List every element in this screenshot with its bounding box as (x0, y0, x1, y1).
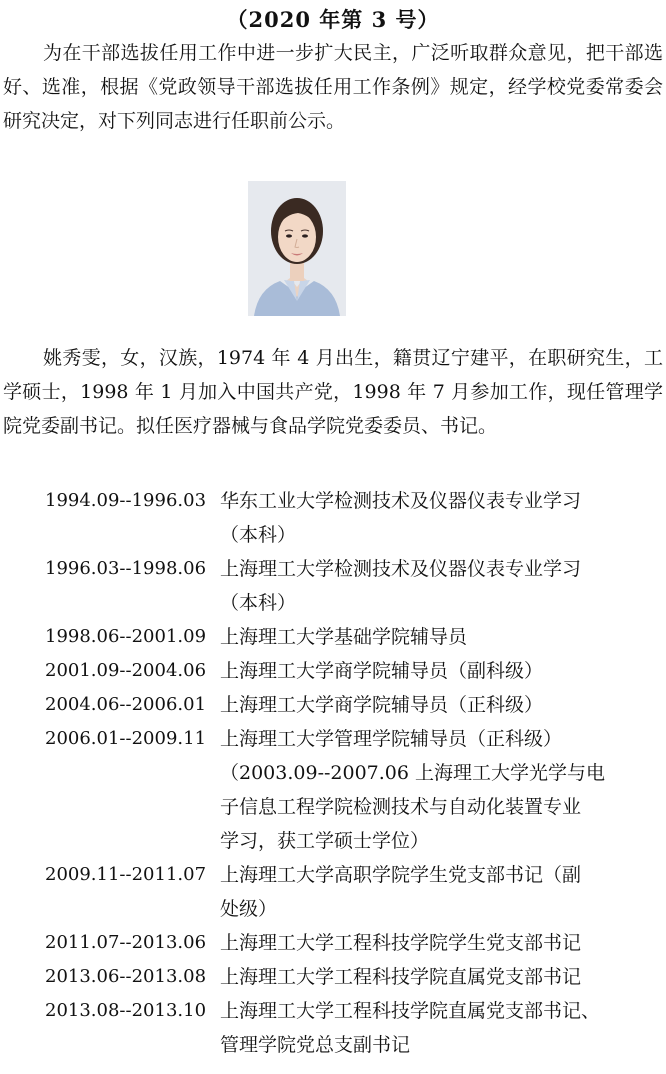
timeline-line: 上海理工大学基础学院辅导员 (220, 626, 468, 648)
timeline-description (220, 620, 662, 654)
timeline-row (0, 620, 666, 654)
timeline-row (0, 722, 666, 858)
timeline-row (0, 654, 666, 688)
timeline-description (220, 688, 662, 722)
timeline-description (220, 552, 662, 620)
timeline-row (0, 858, 666, 926)
intro-paragraph: 为在干部选拔任用工作中进一步扩大民主，广泛听取群众意见，把干部选好、选准，根据《党政领导干部选拔任用工作条例》规定，经学校党委常委会研究决定，对下列同志进行任职前公示。 (3, 42, 663, 132)
timeline-row (0, 994, 666, 1062)
timeline-line: 学习，获工学硕士学位） (220, 830, 430, 852)
timeline-description (220, 858, 662, 926)
timeline-row (0, 688, 666, 722)
portrait-photo (248, 181, 346, 316)
timeline-line: 上海理工大学检测技术及仪器仪表专业学习 (220, 558, 582, 580)
timeline-description (220, 722, 662, 858)
timeline-row (0, 926, 666, 960)
timeline-period: 2006.01--2009.11 (45, 728, 207, 749)
timeline-description (220, 654, 662, 688)
timeline-period: 1998.06--2001.09 (45, 626, 207, 647)
timeline-row (0, 552, 666, 620)
timeline-description (220, 484, 662, 552)
timeline-description (220, 994, 662, 1062)
timeline-line: 处级） (220, 898, 278, 920)
timeline-line: （本科） (220, 524, 297, 546)
career-timeline (0, 484, 666, 1062)
timeline-row (0, 960, 666, 994)
timeline-line: 上海理工大学工程科技学院直属党支部书记 (220, 966, 582, 988)
timeline-period: 1996.03--1998.06 (45, 558, 207, 579)
document-number: （2020 年第 3 号） (226, 7, 440, 32)
timeline-line: 上海理工大学高职学院学生党支部书记（副 (220, 864, 582, 886)
timeline-line: 华东工业大学检测技术及仪器仪表专业学习 (220, 490, 582, 512)
timeline-period: 2004.06--2006.01 (45, 694, 207, 715)
timeline-line: 上海理工大学商学院辅导员（副科级） (220, 660, 544, 682)
timeline-period: 2013.08--2013.10 (45, 1000, 207, 1021)
timeline-period: 2011.07--2013.06 (45, 932, 207, 953)
bio-paragraph: 姚秀雯，女，汉族，1974 年 4 月出生，籍贯辽宁建平，在职研究生，工学硕士，1998 年 1 月加入中国共产党，1998 年 7 月参加工作，现任管理学院党委副书记。拟任医疗器械与食品学院党委委员、书记。 (3, 347, 663, 437)
timeline-period: 2013.06--2013.08 (45, 966, 207, 987)
timeline-line: 管理学院党总支副书记 (220, 1034, 411, 1056)
timeline-description (220, 926, 662, 960)
timeline-period: 2009.11--2011.07 (45, 864, 207, 885)
timeline-description (220, 960, 662, 994)
timeline-period: 2001.09--2004.06 (45, 660, 207, 681)
timeline-line: 子信息工程学院检测技术与自动化装置专业 (220, 796, 582, 818)
timeline-line: 上海理工大学管理学院辅导员（正科级） (220, 728, 563, 750)
timeline-row (0, 484, 666, 552)
timeline-period: 1994.09--1996.03 (45, 490, 207, 511)
timeline-line: 上海理工大学工程科技学院学生党支部书记 (220, 932, 582, 954)
timeline-line: 上海理工大学工程科技学院直属党支部书记、 (220, 1000, 601, 1022)
timeline-line: （本科） (220, 592, 297, 614)
timeline-line: （2003.09--2007.06 上海理工大学光学与电 (220, 762, 606, 784)
timeline-line: 上海理工大学商学院辅导员（正科级） (220, 694, 544, 716)
